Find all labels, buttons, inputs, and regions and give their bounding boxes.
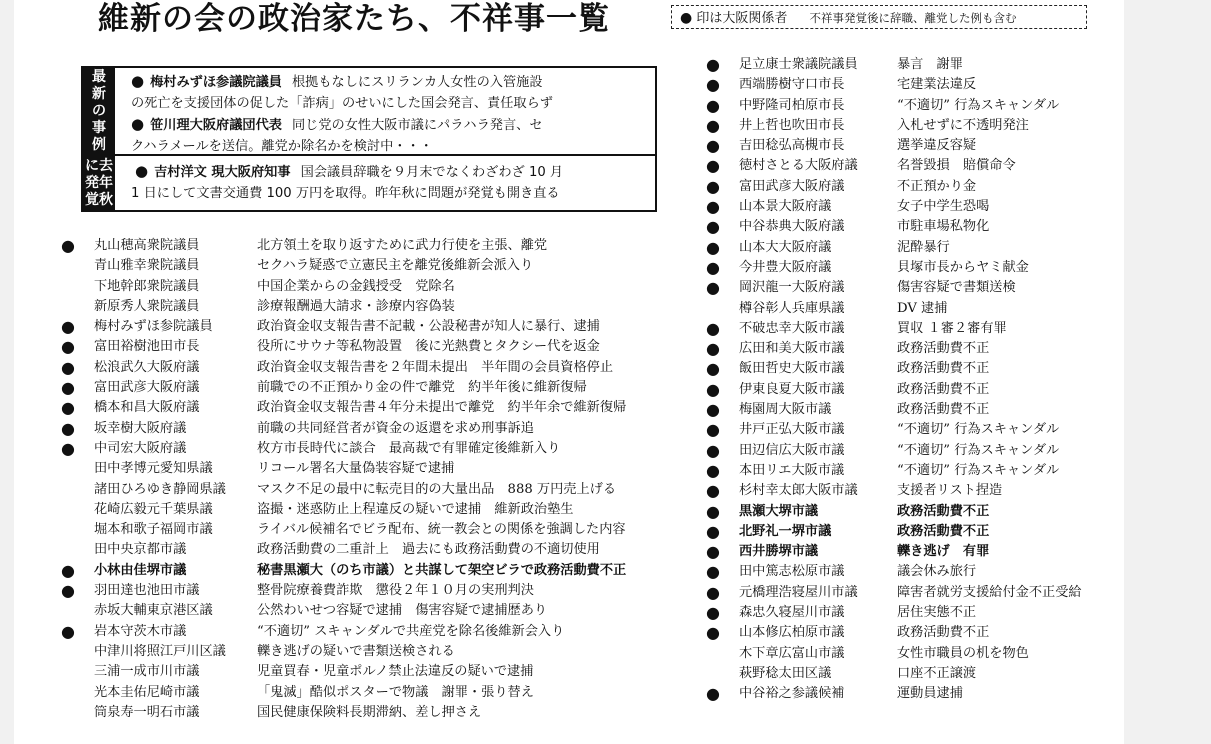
list-item bbox=[61, 642, 686, 662]
scandal-description: 議会休み旅行 bbox=[897, 564, 977, 580]
bullet-dot: ● bbox=[135, 162, 149, 180]
news-text: の死亡を支援団体の促した「詐病」のせいにした国会発言、責任取らず bbox=[131, 95, 553, 111]
scandal-description: 政務活動費不正 bbox=[897, 381, 990, 397]
osaka-marker: ● bbox=[706, 623, 720, 643]
politician-name: 山本景大阪府議 bbox=[739, 199, 832, 215]
osaka-marker: ● bbox=[706, 501, 720, 521]
list-item bbox=[61, 520, 686, 540]
osaka-marker: ● bbox=[706, 176, 720, 196]
osaka-marker: ● bbox=[706, 75, 720, 95]
scandal-description: 障害者就労支援給付金不正受給 bbox=[897, 584, 1082, 600]
osaka-marker: ● bbox=[706, 115, 720, 135]
osaka-marker: ● bbox=[61, 357, 75, 377]
osaka-marker: ● bbox=[706, 217, 720, 237]
osaka-marker: ● bbox=[706, 197, 720, 217]
news-line bbox=[131, 114, 649, 137]
osaka-marker: ● bbox=[706, 400, 720, 420]
tag-char: に去 bbox=[85, 157, 113, 174]
politician-name: 元橋理浩寝屋川市議 bbox=[739, 584, 858, 600]
politician-name: 田辺信広大阪市議 bbox=[739, 442, 845, 458]
scandal-description: 国民健康保険料長期滞納、差し押さえ bbox=[257, 704, 482, 720]
osaka-marker: ● bbox=[706, 136, 720, 156]
osaka-marker: ● bbox=[61, 398, 75, 418]
news-line bbox=[131, 161, 649, 184]
politician-name: 橋本和昌大阪府議 bbox=[94, 400, 200, 416]
latest-cases-tag bbox=[83, 68, 115, 154]
last-autumn-body bbox=[131, 161, 649, 204]
scandal-description: 役所にサウナ等私物設置 後に光熱費とタクシー代を返金 bbox=[257, 339, 600, 355]
politician-name: 足立康士衆議院議員 bbox=[739, 57, 858, 72]
scandal-list-left bbox=[61, 236, 686, 723]
latest-cases-box bbox=[81, 66, 657, 156]
osaka-marker: ● bbox=[706, 156, 720, 176]
osaka-marker: ● bbox=[706, 440, 720, 460]
politician-name: 田中篤志松原市議 bbox=[739, 564, 845, 580]
politician-name: 新原秀人衆院議員 bbox=[94, 298, 200, 314]
scandal-description: 政務活動費不正 bbox=[897, 402, 990, 418]
list-item bbox=[61, 581, 686, 601]
scandal-description: 北方領土を取り返すために武力行使を主張、離党 bbox=[257, 238, 548, 253]
osaka-marker: ● bbox=[706, 278, 720, 298]
list-item bbox=[61, 297, 686, 317]
news-text: 根拠もなしにスリランカ人女性の入管施設 bbox=[291, 75, 543, 90]
document-page bbox=[14, 0, 1124, 744]
list-item bbox=[706, 217, 1118, 237]
tag-char: 例 bbox=[92, 136, 106, 153]
osaka-marker: ● bbox=[61, 378, 75, 398]
osaka-marker: ● bbox=[706, 481, 720, 501]
politician-name: 田中央京都市議 bbox=[94, 542, 187, 558]
list-item bbox=[61, 337, 686, 357]
politician-name: 中司宏大阪府議 bbox=[94, 440, 187, 456]
scandal-description: 政治資金収支報告書を２年間未提出 半年間の会員資格停止 bbox=[257, 359, 614, 375]
politician-name: 木下章広富山市議 bbox=[739, 645, 845, 661]
osaka-marker: ● bbox=[61, 560, 75, 580]
scandal-description: 口座不正譲渡 bbox=[897, 665, 977, 681]
list-item bbox=[706, 623, 1118, 643]
scandal-description: “不適切” 行為スキャンダル bbox=[897, 422, 1060, 438]
scandal-description: 買収 １審２審有罪 bbox=[897, 320, 1007, 336]
politician-name: 吉田稔弘高槻市長 bbox=[739, 138, 845, 154]
scandal-description: 貝塚市長からヤミ献金 bbox=[897, 259, 1029, 275]
politician-name: 岩本守茨木市議 bbox=[94, 623, 187, 639]
legend-text: 印は大阪関係者 bbox=[696, 11, 788, 26]
politician-name: 田中孝博元愛知県議 bbox=[94, 461, 213, 477]
scandal-description: “不適切” 行為スキャンダル bbox=[897, 97, 1060, 113]
osaka-marker: ● bbox=[706, 603, 720, 623]
tag-char: 最 bbox=[92, 68, 106, 85]
osaka-marker: ● bbox=[706, 460, 720, 480]
news-text: クハラメールを送信。離党か除名かを検討中・・・ bbox=[131, 138, 433, 154]
list-item bbox=[706, 75, 1118, 95]
legend-note: 不祥事発覚後に辞職、離党した例も含む bbox=[809, 11, 1017, 25]
scandal-description: DV 逮捕 bbox=[897, 300, 948, 316]
news-line bbox=[131, 137, 649, 158]
politician-name: 小林由佳堺市議 bbox=[94, 562, 187, 578]
list-item bbox=[706, 197, 1118, 217]
list-item bbox=[61, 378, 686, 398]
scandal-description: 市駐車場私物化 bbox=[897, 219, 990, 235]
politician-name: 青山雅幸衆院議員 bbox=[94, 258, 200, 274]
scandal-description: “不適切” スキャンダルで共産党を除名後維新会入り bbox=[257, 623, 565, 639]
list-item bbox=[706, 156, 1118, 176]
politician-name: 山本大大阪府議 bbox=[739, 239, 832, 255]
osaka-marker: ● bbox=[706, 542, 720, 562]
scandal-description: “不適切” 行為スキャンダル bbox=[897, 462, 1060, 478]
politician-name: 井上哲也吹田市長 bbox=[739, 117, 845, 133]
osaka-marker: ● bbox=[706, 257, 720, 277]
list-item bbox=[706, 136, 1118, 156]
list-item bbox=[61, 540, 686, 560]
list-item bbox=[706, 684, 1118, 704]
politician-name: 不破忠幸大阪市議 bbox=[739, 320, 845, 336]
list-item bbox=[706, 55, 1118, 75]
osaka-marker: ● bbox=[706, 379, 720, 399]
news-text: 国会議員辞職を９月末でなくわざわざ 10 月 bbox=[300, 165, 564, 180]
list-item bbox=[61, 398, 686, 418]
list-item bbox=[706, 664, 1118, 684]
politician-name: 松浪武久大阪府議 bbox=[94, 359, 200, 375]
list-item bbox=[61, 277, 686, 297]
politician-name: 梅園周大阪市議 bbox=[739, 402, 832, 418]
last-autumn-tag bbox=[83, 156, 115, 210]
politician-name: 岡沢龍一大阪府議 bbox=[739, 280, 845, 296]
politician-name: 吉村洋文 現大阪府知事 bbox=[154, 165, 291, 180]
scandal-description: 運動員逮捕 bbox=[897, 686, 963, 702]
politician-name: 中津川将照江戸川区議 bbox=[94, 643, 226, 659]
scandal-description: 政務活動費不正 bbox=[897, 523, 990, 539]
list-item bbox=[706, 238, 1118, 258]
politician-name: 筒泉寿一明石市議 bbox=[94, 704, 200, 720]
scandal-description: 整骨院療養費詐欺 懲役２年１０月の実刑判決 bbox=[257, 583, 534, 599]
politician-name: 森忠久寝屋川市議 bbox=[739, 605, 845, 621]
politician-name: 富田武彦大阪府議 bbox=[739, 178, 845, 194]
list-item bbox=[706, 96, 1118, 116]
politician-name: 今井豊大阪府議 bbox=[739, 259, 832, 275]
news-line bbox=[131, 184, 649, 205]
scandal-description: 女性市職員の机を物色 bbox=[897, 645, 1029, 661]
osaka-marker: ● bbox=[706, 684, 720, 704]
osaka-marker: ● bbox=[61, 236, 75, 255]
politician-name: 富田裕樹池田市長 bbox=[94, 339, 200, 355]
scandal-description: 枚方市長時代に談合 最高裁で有罪確定後維新入り bbox=[257, 440, 561, 456]
scandal-description: 選挙違反容疑 bbox=[897, 138, 977, 154]
scandal-description: 前職の共同経営者が資金の返還を求め刑事訴追 bbox=[257, 420, 534, 436]
politician-name: 笹川理大阪府議団代表 bbox=[150, 118, 282, 133]
legend-box bbox=[671, 5, 1087, 29]
tag-char: 発年 bbox=[85, 174, 113, 191]
politician-name: 徳村さとる大阪府議 bbox=[739, 158, 858, 174]
politician-name: 梅村みずほ参議院議員 bbox=[150, 75, 282, 90]
bullet-dot: ● bbox=[131, 115, 145, 133]
tag-char: 事 bbox=[92, 119, 106, 136]
list-item bbox=[706, 644, 1118, 664]
page-title: 維新の会の政治家たち、不祥事一覧 bbox=[98, 1, 610, 37]
scandal-description: 政務活動費不正 bbox=[897, 625, 990, 641]
list-item bbox=[706, 299, 1118, 319]
osaka-marker: ● bbox=[706, 318, 720, 338]
tag-char: の bbox=[92, 102, 106, 119]
politician-name: 諸田ひろゆき静岡県議 bbox=[94, 481, 226, 497]
scandal-description: 政治資金収支報告書４年分未提出で離党 約半年余で維新復帰 bbox=[257, 400, 627, 416]
scandal-description: 居住実態不正 bbox=[897, 605, 977, 621]
list-item bbox=[706, 583, 1118, 603]
list-item bbox=[61, 683, 686, 703]
list-item bbox=[61, 459, 686, 479]
politician-name: 赤坂大輔東京港区議 bbox=[94, 603, 213, 619]
list-item bbox=[61, 703, 686, 723]
politician-name: 樽谷彰人兵庫県議 bbox=[739, 300, 845, 316]
osaka-marker: ● bbox=[706, 339, 720, 359]
list-item bbox=[61, 419, 686, 439]
list-item bbox=[706, 380, 1118, 400]
list-item bbox=[706, 481, 1118, 501]
scandal-description: 宅建業法違反 bbox=[897, 77, 977, 93]
list-item bbox=[706, 420, 1118, 440]
politician-name: 井戸正弘大阪市議 bbox=[739, 422, 845, 438]
politician-name: 黒瀬大堺市議 bbox=[739, 503, 819, 519]
list-item bbox=[61, 317, 686, 337]
list-item bbox=[61, 662, 686, 682]
politician-name: 中野隆司柏原市長 bbox=[739, 97, 845, 113]
politician-name: 飯田哲史大阪市議 bbox=[739, 361, 845, 377]
news-text: 1 日にして文書交通費 100 万円を取得。昨年秋に問題が発覚も開き直る bbox=[131, 185, 560, 201]
scandal-description: 政務活動費不正 bbox=[897, 341, 990, 357]
scandal-description: 政務活動費不正 bbox=[897, 503, 990, 519]
osaka-marker: ● bbox=[706, 237, 720, 257]
scandal-description: ライバル候補名でビラ配布、統一教会との関係を強調した内容 bbox=[257, 522, 626, 538]
scandal-description: 診療報酬過大請求・診療内容偽装 bbox=[257, 298, 455, 314]
list-item bbox=[706, 562, 1118, 582]
osaka-marker: ● bbox=[61, 438, 75, 458]
list-item bbox=[706, 116, 1118, 136]
scandal-description: 盗撮・迷惑防止上程違反の疑いで逮捕 維新政治塾生 bbox=[257, 501, 574, 517]
politician-name: 中谷恭典大阪府議 bbox=[739, 219, 845, 235]
scandal-description: 轢き逃げ 有罪 bbox=[897, 544, 990, 560]
scandal-description: 政務活動費不正 bbox=[897, 361, 990, 377]
news-line bbox=[131, 71, 649, 94]
politician-name: 本田リエ大阪市議 bbox=[739, 462, 845, 478]
politician-name: 梅村みずほ参院議員 bbox=[94, 319, 213, 335]
scandal-description: “不適切” 行為スキャンダル bbox=[897, 442, 1060, 458]
bullet-dot: ● bbox=[131, 72, 145, 90]
list-item bbox=[706, 502, 1118, 522]
politician-name: 西端勝樹守口市長 bbox=[739, 77, 845, 93]
list-item bbox=[61, 601, 686, 621]
politician-name: 光本圭佑尼崎市議 bbox=[94, 684, 200, 700]
list-item bbox=[61, 500, 686, 520]
scandal-description: 公然わいせつ容疑で逮捕 傷害容疑で逮捕歴あり bbox=[257, 603, 548, 619]
osaka-marker: ● bbox=[706, 582, 720, 602]
politician-name: 富田武彦大阪府議 bbox=[94, 380, 200, 396]
scandal-description: セクハラ疑惑で立憲民主を離党後維新会派入り bbox=[257, 258, 534, 274]
osaka-marker: ● bbox=[61, 581, 75, 601]
politician-name: 丸山穂高衆院議員 bbox=[94, 238, 200, 253]
scandal-description: 「鬼滅」酷似ポスターで物議 謝罪・張り替え bbox=[257, 684, 534, 700]
list-item bbox=[706, 400, 1118, 420]
politician-name: 花崎広毅元千葉県議 bbox=[94, 501, 213, 517]
news-line bbox=[131, 94, 649, 115]
osaka-marker: ● bbox=[706, 95, 720, 115]
scandal-description: 傷害容疑で書類送検 bbox=[897, 280, 1016, 296]
politician-name: 羽田達也池田市議 bbox=[94, 583, 200, 599]
politician-name: 広田和美大阪市議 bbox=[739, 341, 845, 357]
list-item bbox=[61, 622, 686, 642]
list-item bbox=[706, 319, 1118, 339]
list-item bbox=[61, 236, 686, 256]
osaka-marker: ● bbox=[706, 55, 720, 74]
scandal-description: 中国企業からの金銭授受 党除名 bbox=[257, 278, 455, 294]
scandal-description: 秘書黒瀬大（のち市議）と共謀して架空ビラで政務活動費不正 bbox=[257, 562, 627, 578]
list-item bbox=[706, 441, 1118, 461]
list-item bbox=[706, 522, 1118, 542]
scandal-description: 不正預かり金 bbox=[897, 178, 977, 194]
list-item bbox=[61, 480, 686, 500]
list-item bbox=[706, 603, 1118, 623]
list-item bbox=[61, 561, 686, 581]
osaka-marker: ● bbox=[706, 359, 720, 379]
list-item bbox=[61, 358, 686, 378]
scandal-description: 轢き逃げの疑いで書類送検される bbox=[257, 643, 455, 659]
list-item bbox=[706, 258, 1118, 278]
politician-name: 下地幹郎衆院議員 bbox=[94, 278, 200, 294]
scandal-list-right bbox=[706, 55, 1118, 705]
osaka-marker: ● bbox=[706, 420, 720, 440]
osaka-marker: ● bbox=[61, 337, 75, 357]
scandal-description: 支援者リスト捏造 bbox=[897, 483, 1003, 499]
politician-name: 堀本和歌子福岡市議 bbox=[94, 522, 213, 538]
osaka-marker: ● bbox=[706, 521, 720, 541]
news-text: 同じ党の女性大阪市議にパラハラ発言、セ bbox=[291, 118, 543, 133]
legend-dot: ● bbox=[680, 10, 693, 26]
list-item bbox=[706, 359, 1118, 379]
politician-name: 北野礼一堺市議 bbox=[739, 523, 832, 539]
right-margin bbox=[1124, 0, 1211, 744]
scandal-description: 暴言 謝罪 bbox=[897, 57, 963, 72]
scandal-description: 政治資金収支報告書不記載・公設秘書が知人に暴行、逮捕 bbox=[257, 319, 600, 335]
scandal-description: 政務活動費の二重計上 過去にも政務活動費の不適切使用 bbox=[257, 542, 600, 558]
scandal-description: マスク不足の最中に転売目的の大量出品 888 万円売上げる bbox=[257, 481, 617, 497]
politician-name: 西井勝堺市議 bbox=[739, 544, 819, 560]
scandal-description: 名誉毀損 賠償命令 bbox=[897, 158, 1016, 174]
osaka-marker: ● bbox=[706, 562, 720, 582]
politician-name: 三浦一成市川市議 bbox=[94, 664, 200, 680]
osaka-marker: ● bbox=[61, 418, 75, 438]
politician-name: 山本修広柏原市議 bbox=[739, 625, 845, 641]
scandal-description: 児童買春・児童ポルノ禁止法違反の疑いで逮捕 bbox=[257, 664, 534, 680]
list-item bbox=[706, 177, 1118, 197]
tag-char: 覚秋 bbox=[85, 191, 113, 208]
latest-cases-body bbox=[131, 71, 649, 157]
politician-name: 坂幸樹大阪府議 bbox=[94, 420, 187, 436]
politician-name: 杉村幸太郎大阪市議 bbox=[739, 483, 858, 499]
list-item bbox=[706, 542, 1118, 562]
politician-name: 中谷裕之参議候補 bbox=[739, 686, 845, 702]
osaka-marker: ● bbox=[61, 621, 75, 641]
osaka-marker: ● bbox=[61, 317, 75, 337]
politician-name: 伊東良夏大阪市議 bbox=[739, 381, 845, 397]
scandal-description: 女子中学生恐喝 bbox=[897, 199, 990, 215]
scandal-description: 入札せずに不透明発注 bbox=[897, 117, 1029, 133]
politician-name: 萩野稔太田区議 bbox=[739, 665, 832, 681]
last-autumn-box bbox=[81, 156, 657, 212]
list-item bbox=[61, 439, 686, 459]
tag-char: 新 bbox=[92, 85, 106, 102]
list-item bbox=[706, 461, 1118, 481]
scandal-description: リコール署名大量偽装容疑で逮捕 bbox=[257, 461, 455, 477]
list-item bbox=[61, 256, 686, 276]
scandal-description: 前職での不正預かり金の件で離党 約半年後に維新復帰 bbox=[257, 380, 587, 396]
scandal-description: 泥酔暴行 bbox=[897, 239, 950, 255]
list-item bbox=[706, 339, 1118, 359]
list-item bbox=[706, 278, 1118, 298]
